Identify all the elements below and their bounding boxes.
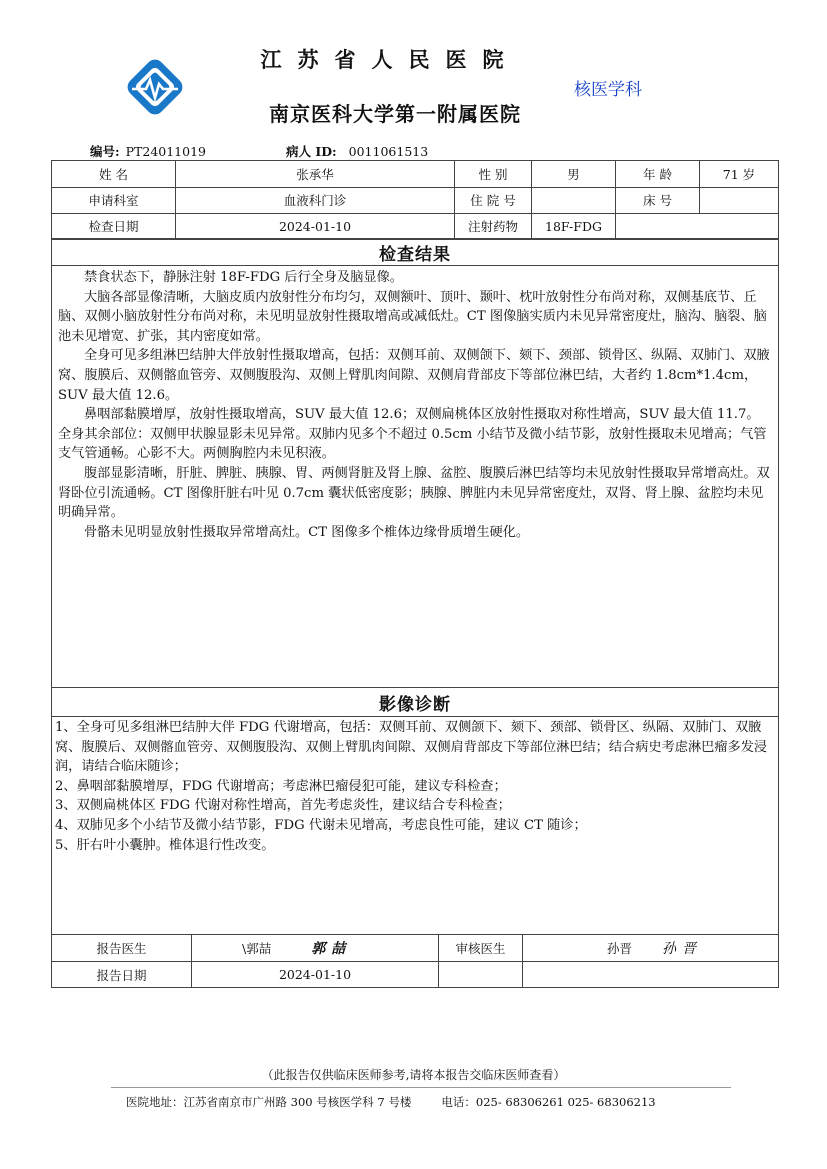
footer-divider xyxy=(111,1087,731,1088)
report-date-label: 报告日期 xyxy=(52,961,192,988)
gender-value: 男 xyxy=(532,161,616,187)
reviewer-label: 审核医生 xyxy=(439,934,523,961)
report-number-value: PT24011019 xyxy=(125,144,206,159)
findings-paragraph: 全身可见多组淋巴结肿大伴放射性摄取增高，包括：双侧耳前、双侧颌下、颏下、颈部、锁骨区、纵隔、双肺门、双腋窝、腹膜后、双侧髂血管旁、双侧腹股沟、双侧上臂肌肉间隙、双侧肩背部皮下等部位淋巴结，大者约 1.8cm*1.4cm，SUV 最大值 12.6。 xyxy=(58,348,770,403)
dept-label: 申请科室 xyxy=(52,187,176,213)
hospital-logo xyxy=(124,56,186,118)
dept-value: 血液科门诊 xyxy=(176,187,455,213)
diagnosis-item: 3、双侧扁桃体区 FDG 代谢对称性增高，首先考虑炎性，建议结合专科检查； xyxy=(55,798,511,814)
info-row-1 xyxy=(52,161,778,188)
findings-text xyxy=(58,268,774,542)
inpatient-value xyxy=(532,187,616,213)
bed-label: 床 号 xyxy=(616,187,700,213)
empty-cell xyxy=(439,961,523,988)
report-date-value: 2024-01-10 xyxy=(192,961,439,988)
report-number-label: 编号: xyxy=(90,144,120,159)
patient-id xyxy=(286,142,428,160)
name-label: 姓 名 xyxy=(52,161,176,187)
exam-date-value: 2024-01-10 xyxy=(176,213,455,239)
tracer-value: 18F-FDG xyxy=(532,213,616,239)
diagnosis-text xyxy=(55,718,775,855)
gender-label: 性 别 xyxy=(455,161,532,187)
signoff-row-1 xyxy=(52,934,778,962)
name-value: 张承华 xyxy=(176,161,455,187)
hospital-address: 医院地址：江苏省南京市广州路 300 号核医学科 7 号楼 xyxy=(126,1095,412,1109)
age-value: 71 岁 xyxy=(722,167,756,182)
tracer-label: 注射药物 xyxy=(455,213,532,239)
reviewer-signature: 孙晋 xyxy=(662,940,703,957)
findings-paragraph: 骨骼未见明显放射性摄取异常增高灶。CT 图像多个椎体边缘骨质增生硬化。 xyxy=(84,524,530,540)
hospital-name: 江苏省人民医院 xyxy=(260,47,520,72)
reporter-cell xyxy=(192,934,439,961)
footer-contact xyxy=(126,1094,656,1110)
findings-paragraph: 大脑各部显像清晰，大脑皮质内放射性分布均匀，双侧额叶、顶叶、颞叶、枕叶放射性分布尚对称，双侧基底节、丘脑、双侧小脑放射性分布尚对称，未见明显放射性摄取增高或减低灶。CT 图像脑实质内未见异常密度灶，脑沟、脑裂、脑池未见增宽、扩张，其内密度如常。 xyxy=(58,289,767,344)
age-label: 年 龄 xyxy=(616,161,700,187)
reviewer-cell xyxy=(523,934,778,961)
diagnosis-item: 5、肝右叶小囊肿。椎体退行性改变。 xyxy=(55,837,275,853)
exam-date-label: 检查日期 xyxy=(52,213,176,239)
bed-value xyxy=(700,187,778,213)
findings-paragraph: 腹部显影清晰，肝脏、脾脏、胰腺、胃、两侧肾脏及肾上腺、盆腔、腹膜后淋巴结等均未见放射性摄取异常增高灶。双肾卧位引流通畅。CT 图像肝脏右叶见 0.7cm 囊状低密度影；胰腺、脾脏内未见异常密度灶，双肾、肾上腺、盆腔均未见明确异常。 xyxy=(58,465,770,521)
department-name: 核医学科 xyxy=(574,80,642,100)
empty-cell xyxy=(523,961,778,988)
findings-paragraph: 禁食状态下，静脉注射 18F-FDG 后行全身及脑显像。 xyxy=(84,270,403,285)
diagnosis-item: 2、鼻咽部黏膜增厚，FDG 代谢增高；考虑淋巴瘤侵犯可能，建议专科检查； xyxy=(55,778,507,794)
diagnosis-item: 1、全身可见多组淋巴结肿大伴 FDG 代谢增高，包括：双侧耳前、双侧颌下、颏下、颈部、锁骨区、纵隔、双肺门、双腋窝、腹膜后、双侧髂血管旁、双侧腹股沟、双侧上臂肌肉间隙、双侧肩背部皮下等部位淋巴结；结合病史考虑淋巴瘤多发浸润，请结合临床随诊； xyxy=(55,720,768,775)
disclaimer: （此报告仅供临床医师参考,请将本报告交临床医师查看） xyxy=(261,1068,566,1082)
diagnosis-title: 影像诊断 xyxy=(52,688,778,717)
reporter-name: \郭喆 xyxy=(242,940,272,956)
findings-paragraph: 全身其余部位：双侧甲状腺显影未见异常。双肺内见多个不超过 0.5cm 小结节及微小结节影，放射性摄取未见增高；气管支气管通畅。心影不大。两侧胸腔内未见积液。 xyxy=(58,426,767,462)
empty-cell xyxy=(616,213,778,239)
reporter-signature: 郭喆 xyxy=(311,940,352,957)
signoff-table xyxy=(51,934,779,988)
signoff-row-2 xyxy=(52,961,778,988)
inpatient-label: 住 院 号 xyxy=(455,187,532,213)
info-row-3 xyxy=(52,213,778,240)
findings-title: 检查结果 xyxy=(52,239,778,266)
hospital-phone: 电话：025- 68306261 025- 68306213 xyxy=(441,1095,656,1109)
diagnosis-item: 4、双肺见多个小结节及微小结节影，FDG 代谢未见增高，考虑良性可能，建议 CT 随诊； xyxy=(55,817,587,833)
findings-paragraph: 鼻咽部黏膜增厚，放射性摄取增高，SUV 最大值 12.6；双侧扁桃体区放射性摄取对称性增高，SUV 最大值 11.7。 xyxy=(84,407,760,423)
reviewer-name: 孙晋 xyxy=(607,940,633,956)
university-hospital-name: 南京医科大学第一附属医院 xyxy=(269,102,521,126)
report-number xyxy=(90,142,206,160)
patient-info-table xyxy=(51,160,779,238)
reporter-label: 报告医生 xyxy=(52,934,192,961)
info-row-2 xyxy=(52,187,778,214)
patient-id-value: 0011061513 xyxy=(348,144,429,159)
patient-id-label: 病人 ID: xyxy=(286,144,337,159)
